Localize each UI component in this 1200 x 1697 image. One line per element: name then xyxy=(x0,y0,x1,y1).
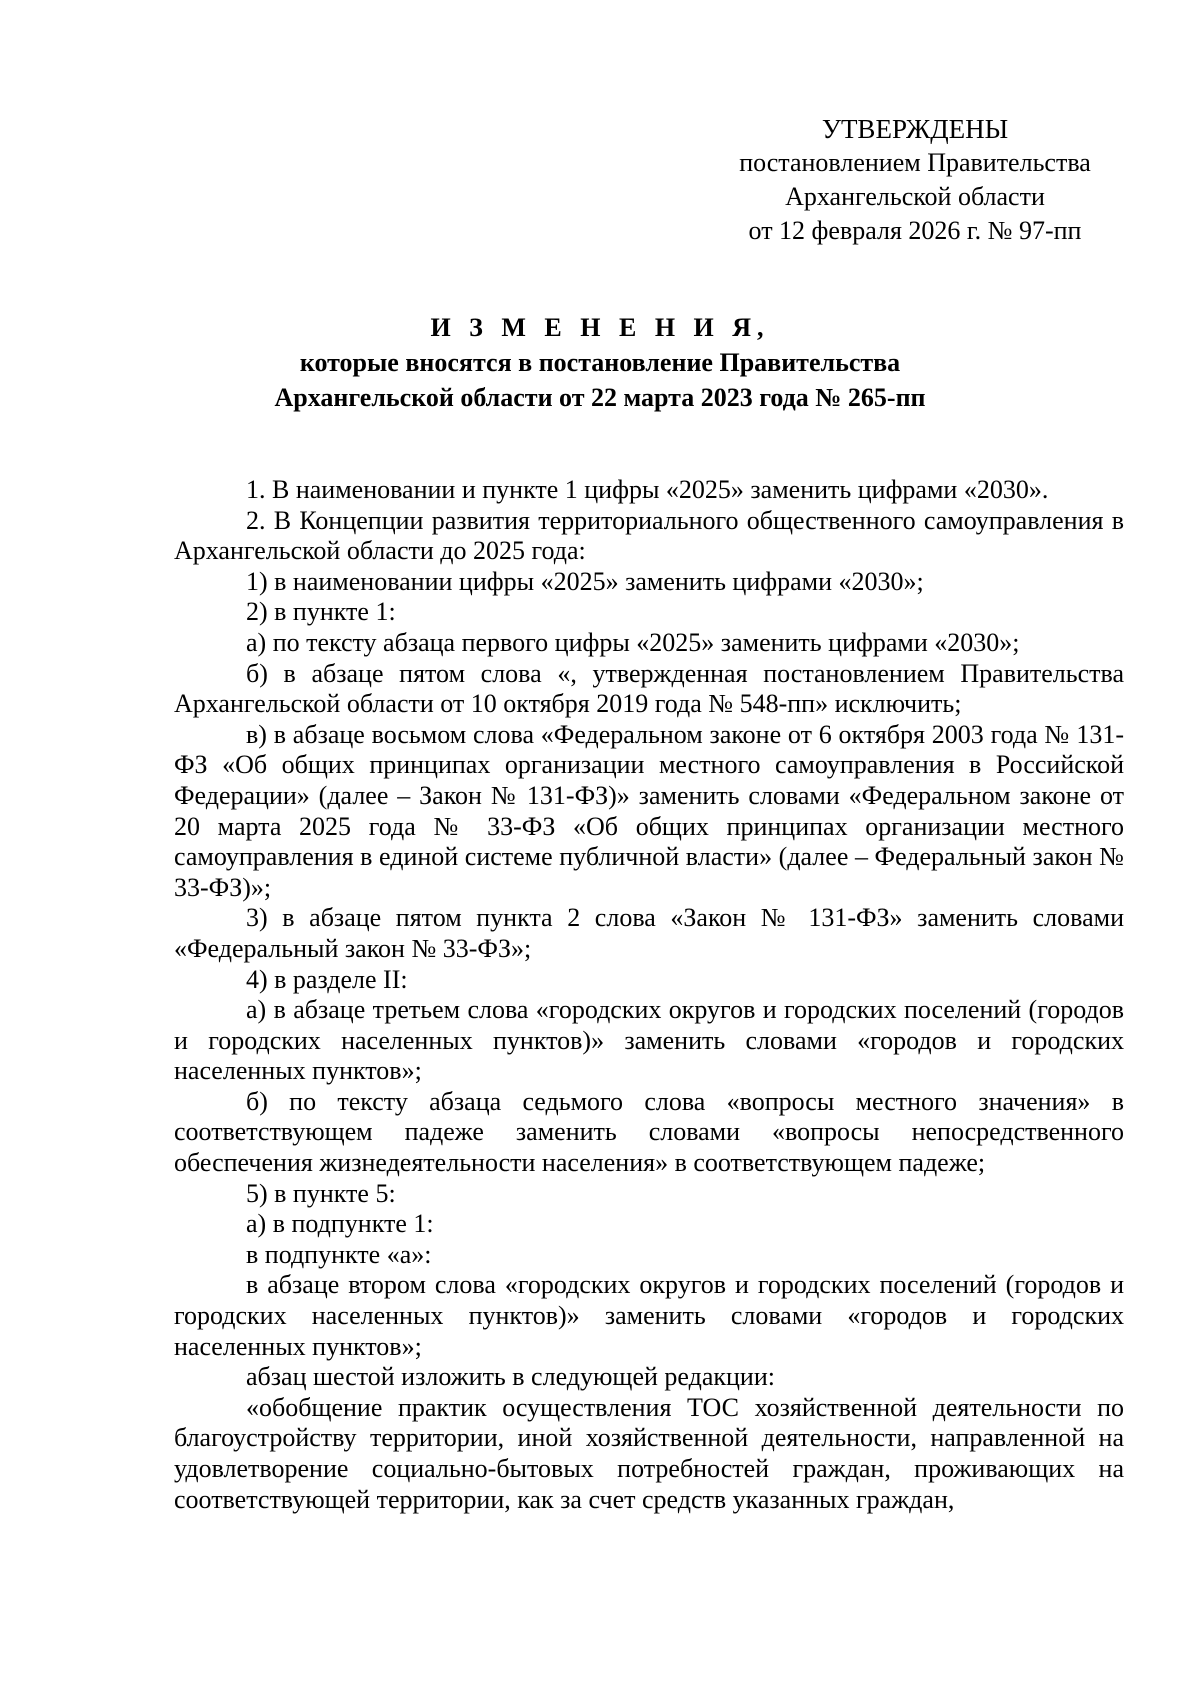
title-subtitle: Архангельской области от 22 марта 2023 года № 265-пп xyxy=(274,383,926,412)
title-subtitle: которые вносятся в постановление Правительства xyxy=(299,348,901,377)
paragraph: а) в подпункте 1: xyxy=(246,1209,434,1239)
paragraph: 5) в пункте 5: xyxy=(246,1178,396,1208)
paragraph: в абзаце втором слова «городских округов и городских поселений (городов и городских населенных пунктов)» заменить словами «городов и городских населенных пунктов»; xyxy=(174,1270,1124,1361)
paragraph: 4) в разделе II: xyxy=(246,964,408,994)
paragraph: 2. В Концепции развития территориального общественного самоуправления в Архангельской области до 2025 года: xyxy=(174,505,1124,566)
approval-stamp xyxy=(700,112,1130,248)
paragraph: абзац шестой изложить в следующей редакции: xyxy=(246,1362,775,1392)
approval-line: постановлением Правительства xyxy=(739,148,1091,177)
paragraph: б) в абзаце пятом слова «, утвержденная постановлением Правительства Архангельской области от 10 октября 2019 года № 548-пп» исключить; xyxy=(174,658,1124,719)
approval-line: Архангельской области xyxy=(785,182,1045,211)
paragraph: 1) в наименовании цифры «2025» заменить цифрами «2030»; xyxy=(246,566,924,596)
paragraph: а) по тексту абзаца первого цифры «2025» заменить цифрами «2030»; xyxy=(246,627,1020,657)
document-body xyxy=(174,475,1124,1515)
paragraph: а) в абзаце третьем слова «городских округов и городских поселений (городов и городских населенных пунктов)» заменить словами «городов и городских населенных пунктов»; xyxy=(174,995,1124,1086)
approval-line: от 12 февраля 2026 г. № 97-пп xyxy=(748,216,1082,245)
paragraph: 1. В наименовании и пункте 1 цифры «2025» заменить цифрами «2030». xyxy=(246,475,1049,504)
paragraph: 2) в пункте 1: xyxy=(246,597,396,627)
title-heading: И З М Е Н Е Н И Я, xyxy=(430,313,770,342)
paragraph: б) по тексту абзаца седьмого слова «вопросы местного значения» в соответствующем падеже заменить словами «вопросы непосредственного обеспечения жизнедеятельности населения» в соответствующем падеже; xyxy=(174,1086,1124,1178)
approval-heading: УТВЕРЖДЕНЫ xyxy=(821,114,1009,144)
paragraph: в подпункте «а»: xyxy=(246,1239,432,1269)
paragraph: 3) в абзаце пятом пункта 2 слова «Закон № 131-ФЗ» заменить словами «Федеральный закон № 33-ФЗ»; xyxy=(174,903,1124,963)
paragraph: «обобщение практик осуществления ТОС хозяйственной деятельности по благоустройству территории, иной хозяйственной деятельности, направленной на удовлетворение социально-бытовых потребностей граждан, проживающих на соответствующей территории, как за счет средств указанных граждан, xyxy=(174,1392,1124,1514)
document-title xyxy=(0,310,1200,415)
paragraph: в) в абзаце восьмом слова «Федеральном законе от 6 октября 2003 года № 131-ФЗ «Об общих принципах организации местного самоуправления в Российской Федерации» (далее – Закон № 131-ФЗ)» заменить словами «Федеральном законе от 20 марта 2025 года № 33-ФЗ «Об общих принципах организации местного самоуправления в единой системе публичной власти» (далее – Федеральный закон № 33-ФЗ)»; xyxy=(174,719,1124,902)
